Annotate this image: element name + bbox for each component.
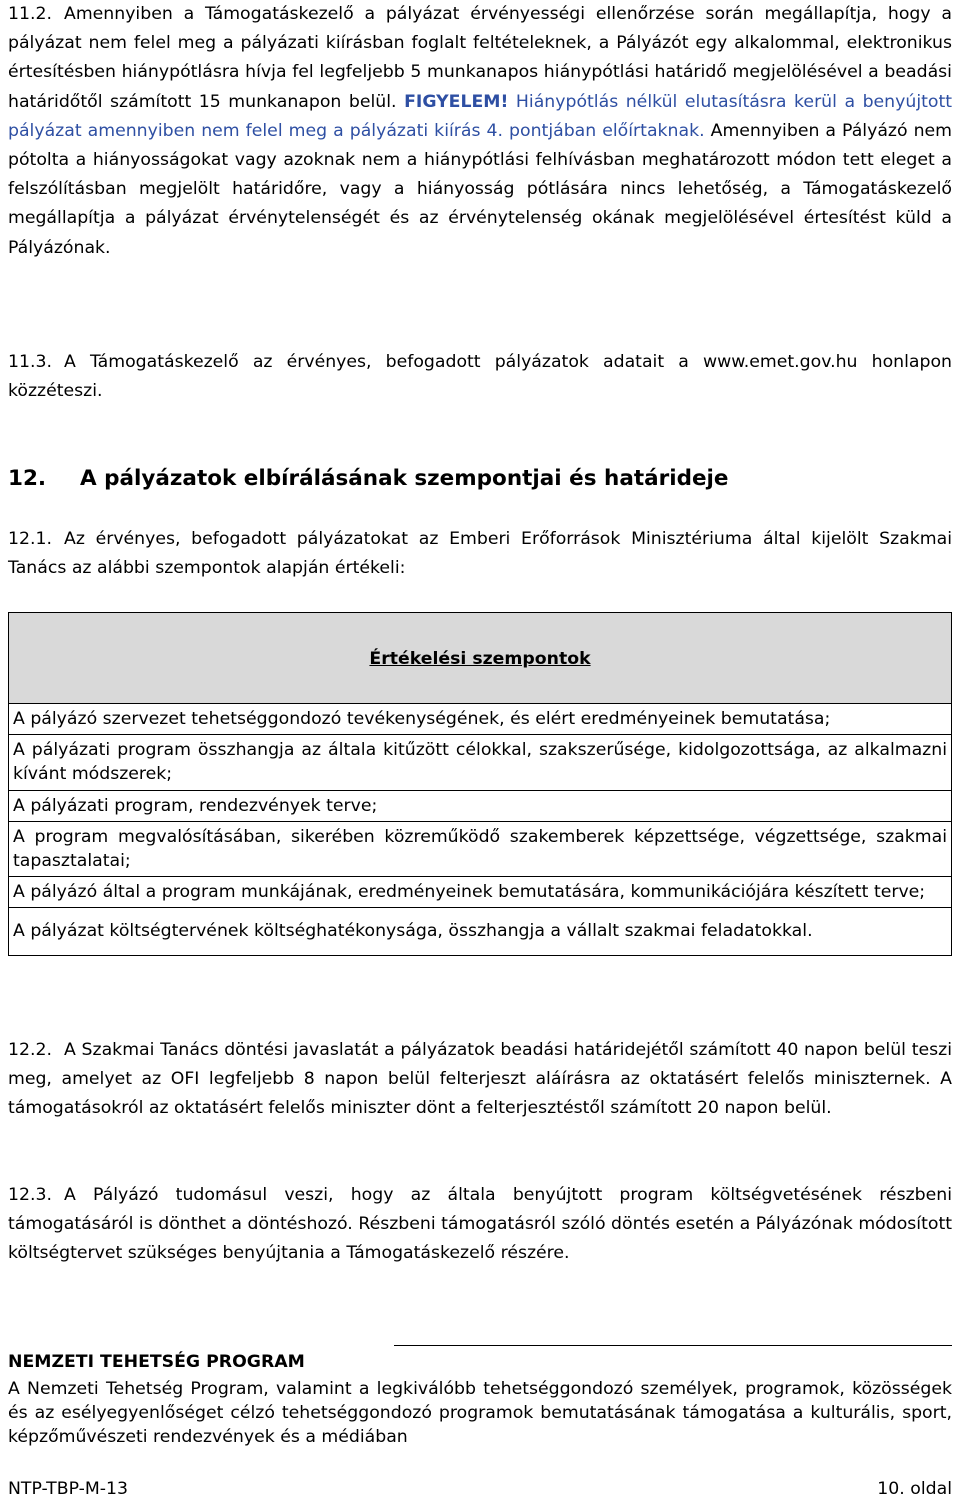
paragraph-number: 12.2. xyxy=(8,1040,52,1060)
table-row xyxy=(9,908,952,956)
section-number: 12. xyxy=(8,466,47,491)
table-row xyxy=(9,735,952,790)
paragraph-number: 12.3. xyxy=(8,1185,52,1205)
paragraph-number: 12.1. xyxy=(8,529,52,549)
paragraph-text: Amennyiben a Támogatáskezelő a pályázat érvényességi ellenőrzése során megállapítja, hogy a pályázat nem felel meg a pályázati kiírásban foglalt feltételeknek, a Pályázót egy alkalommal, elektronikus értesítésben hiánypótlásra hívja fel legfeljebb 5 munkanapos hiánypótlási határidő megjelölésével a beadási határidőtől számított 15 munkanapon belül. xyxy=(8,4,952,112)
criterion-cell: A pályázati program, rendezvények terve; xyxy=(9,790,952,821)
criterion-cell: A pályázó által a program munkájának, eredményeinek bemutatására, kommunikációjára készített terve; xyxy=(9,877,952,908)
program-description: A Nemzeti Tehetség Program, valamint a legkiválóbb tehetséggondozó személyek, programok, közösségek és az esélyegyenlőséget célzó tehetséggondozó programok bemutatásának támogatása a kulturális, sport, képzőművészeti rendezvények és a médiában xyxy=(8,1379,952,1448)
document-code: NTP-TBP-M-13 xyxy=(8,1479,128,1499)
table-row xyxy=(9,821,952,876)
evaluation-criteria-table xyxy=(8,612,952,956)
paragraph-text: Az érvényes, befogadott pályázatokat az Emberi Erőforrások Minisztériuma által kijelölt Szakmai Tanács az alábbi szempontok alapján értékeli: xyxy=(8,529,952,579)
table-row xyxy=(9,790,952,821)
paragraph-12-1 xyxy=(8,525,952,583)
program-title: NEMZETI TEHETSÉG PROGRAM xyxy=(8,1352,305,1372)
page-number: 10. oldal xyxy=(877,1479,952,1499)
paragraph-11-2 xyxy=(8,0,952,263)
footer-divider xyxy=(394,1345,952,1346)
table-row xyxy=(9,704,952,735)
paragraph-text: A Pályázó tudomásul veszi, hogy az általa benyújtott program költségvetésének részbeni támogatásáról is dönthet a döntéshozó. Részbeni támogatásról szóló döntés esetén a Pályázónak módosított költségtervet szükséges benyújtania a Támogatáskezelő részére. xyxy=(8,1185,952,1264)
table-header: Értékelési szempontok xyxy=(9,613,952,704)
paragraph-11-3 xyxy=(8,348,952,406)
criterion-cell: A pályázat költségtervének költséghatékonysága, összhangja a vállalt szakmai feladatokkal. xyxy=(9,908,952,956)
paragraph-text: A Szakmai Tanács döntési javaslatát a pályázatok beadási határidejétől számított 40 napon belül teszi meg, amelyet az OFI legfeljebb 8 napon belül felterjeszt aláírásra az oktatásért felelős miniszternek. A támogatásokról az oktatásért felelős miniszter dönt a felterjesztéstől számított 20 napon belül. xyxy=(8,1040,952,1119)
paragraph-number: 11.2. xyxy=(8,4,52,24)
paragraph-text-continued: Amennyiben a Pályázó nem pótolta a hiányosságokat vagy azoknak nem a hiánypótlási felhívásban meghatározott módon tett eleget a felszólításban megjelölt határidőre, vagy a hiányosság pótlására nincs lehetőség, a Támogatáskezelő megállapítja a pályázat érvénytelenségét és az érvénytelenség okának megjelölésével értesítést küld a Pályázónak. xyxy=(8,120,952,258)
paragraph-text: A Támogatáskezelő az érvényes, befogadott pályázatok adatait a www.emet.gov.hu honlapon közzéteszi. xyxy=(8,352,952,402)
criterion-cell: A pályázati program összhangja az általa kitűzött célokkal, szakszerűsége, kidolgozottsága, az alkalmazni kívánt módszerek; xyxy=(9,735,952,790)
paragraph-12-2 xyxy=(8,1036,952,1124)
warning-label: FIGYELEM! xyxy=(404,91,509,112)
warning-text: Hiánypótlás nélkül elutasításra kerül a benyújtott pályázat amennyiben nem felel meg a pályázati kiírás 4. pontjában előírtaknak. xyxy=(8,91,953,141)
table-row xyxy=(9,877,952,908)
section-heading-12 xyxy=(8,466,729,491)
paragraph-12-3 xyxy=(8,1181,952,1269)
table-header-row xyxy=(9,613,952,704)
criterion-cell: A program megvalósításában, sikerében közreműködő szakemberek képzettsége, végzettsége, szakmai tapasztalatai; xyxy=(9,821,952,876)
criterion-cell: A pályázó szervezet tehetséggondozó tevékenységének, és elért eredményeinek bemutatása; xyxy=(9,704,952,735)
paragraph-number: 11.3. xyxy=(8,352,52,372)
section-title: A pályázatok elbírálásának szempontjai és határideje xyxy=(80,466,729,491)
